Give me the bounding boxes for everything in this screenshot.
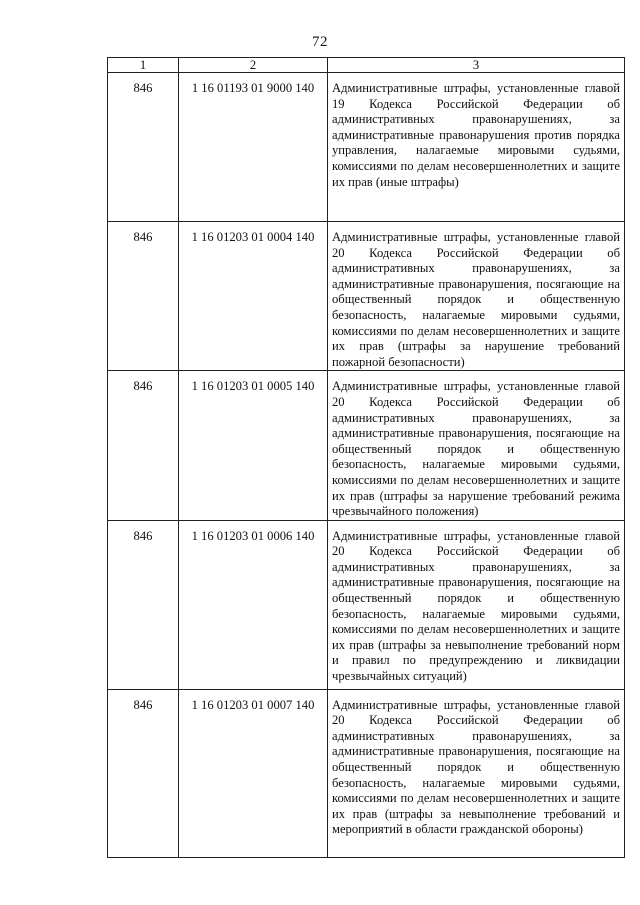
- page-number: 72: [312, 34, 328, 50]
- description-cell: Административные штрафы, установленные главой 20 Кодекса Российской Федерации об административных правонарушениях, за административные правонарушения, посягающие на общественный порядок и общественную безопасность, налагаемые мировыми судьями, комиссиями по делам несовершеннолетних и защите их прав (штрафы за нарушение требований режима чрезвычайного положения): [328, 371, 625, 520]
- description-cell: Административные штрафы, установленные главой 20 Кодекса Российской Федерации об административных правонарушениях, за административные правонарушения, посягающие на общественный порядок и общественную безопасность, налагаемые мировыми судьями, комиссиями по делам несовершеннолетних и защите их прав (штрафы за нарушение требований пожарной безопасности): [328, 222, 625, 371]
- admin-code-cell: 846: [108, 520, 179, 689]
- column-header-1: 1: [108, 58, 179, 73]
- table-row: [108, 689, 625, 857]
- kbk-code-cell: 1 16 01203 01 0004 140: [179, 222, 328, 371]
- kbk-code-cell: 1 16 01203 01 0005 140: [179, 371, 328, 520]
- table-header-row: [108, 58, 625, 73]
- kbk-code-cell: 1 16 01203 01 0006 140: [179, 520, 328, 689]
- table-row: [108, 73, 625, 222]
- admin-code-cell: 846: [108, 222, 179, 371]
- table-row: [108, 520, 625, 689]
- admin-code-cell: 846: [108, 73, 179, 222]
- budget-code-table: [107, 57, 625, 858]
- description-cell: Административные штрафы, установленные главой 20 Кодекса Российской Федерации об административных правонарушениях, за административные правонарушения, посягающие на общественный порядок и общественную безопасность, налагаемые мировыми судьями, комиссиями по делам несовершеннолетних и защите их прав (штрафы за невыполнение требований и мероприятий в области гражданской обороны): [328, 689, 625, 857]
- column-header-3: 3: [328, 58, 625, 73]
- kbk-code-cell: 1 16 01203 01 0007 140: [179, 689, 328, 857]
- description-cell: Административные штрафы, установленные главой 20 Кодекса Российской Федерации об административных правонарушениях, за административные правонарушения, посягающие на общественный порядок и общественную безопасность, налагаемые мировыми судьями, комиссиями по делам несовершеннолетних и защите их прав (штрафы за невыполнение требований норм и правил по предупреждению и ликвидации чрезвычайных ситуаций): [328, 520, 625, 689]
- admin-code-cell: 846: [108, 689, 179, 857]
- admin-code-cell: 846: [108, 371, 179, 520]
- kbk-code-cell: 1 16 01193 01 9000 140: [179, 73, 328, 222]
- table-row: [108, 371, 625, 520]
- column-header-2: 2: [179, 58, 328, 73]
- description-cell: Административные штрафы, установленные главой 19 Кодекса Российской Федерации об административных правонарушениях, за административные правонарушения против порядка управления, налагаемые мировыми судьями, комиссиями по делам несовершеннолетних и защите их прав (иные штрафы): [328, 73, 625, 222]
- table-row: [108, 222, 625, 371]
